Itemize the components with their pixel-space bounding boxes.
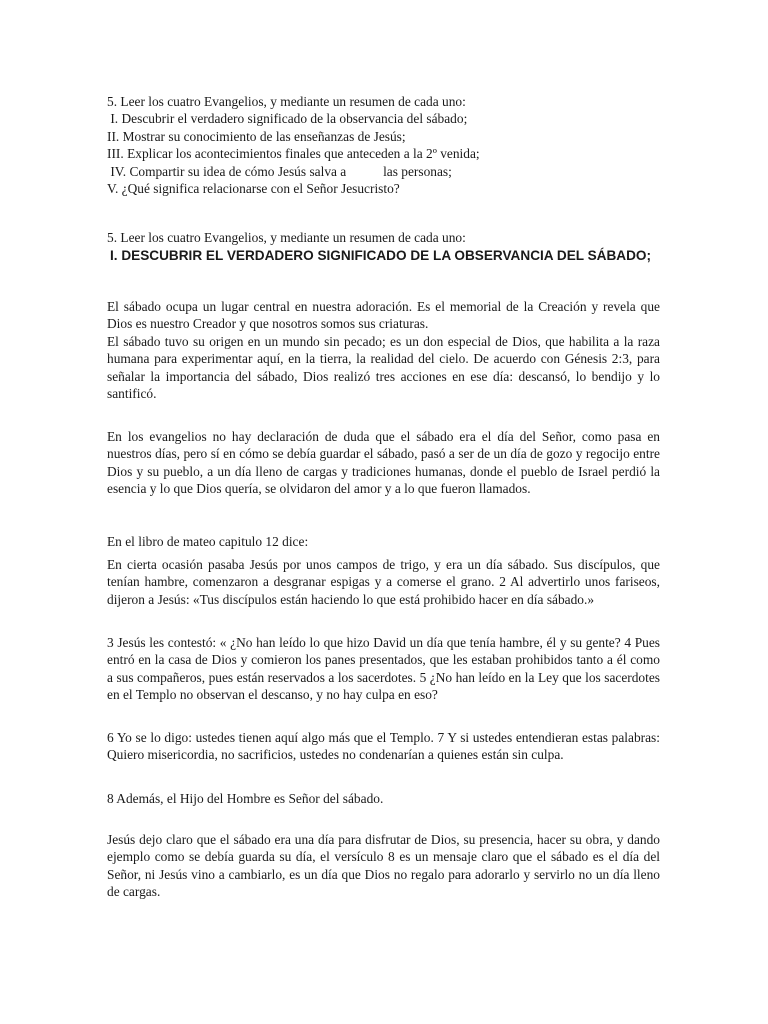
paragraph-5: Jesús dejo claro que el sábado era una día para disfrutar de Dios, su presencia, hacer su obra, y dando ejemplo como se debía guarda su día, el versículo 8 es un mensaje claro que el sábado es el día del Señor, ni Jesús vino a cambiarlo, es un día que Dios no regalo para adorarlo y servirlo no un día lleno de cargas.	[107, 832, 660, 900]
list-item: III. Explicar los acontecimientos finales que anteceden a la 2º venida;	[107, 146, 480, 162]
paragraph-2: El sábado tuvo su origen en un mundo sin pecado; es un don especial de Dios, que habilita a la raza humana para experimentar aquí, en la tierra, la realidad del cielo. De acuerdo con Génesis 2:3, para señalar la importancia del sábado, Dios realizó tres acciones en ese día: descansó, lo bendijo y lo santificó.	[107, 334, 660, 402]
section-intro	[107, 229, 660, 246]
quote-2: 3 Jesús les contestó: « ¿No han leído lo que hizo David un día que tenía hambre, él y su gente? 4 Pues entró en la casa de Dios y comieron los panes presentados, que les estaban prohibidos tanto a él como a sus compañeros, pues están reservados a los sacerdotes. 5 ¿No han leído en la Ley que los sacerdotes en el Templo no observan el descanso, y no hay culpa en eso?	[107, 635, 660, 703]
list-item: II. Mostrar su conocimiento de las enseñanzas de Jesús;	[107, 128, 406, 144]
paragraph-3: En los evangelios no hay declaración de duda que el sábado era el día del Señor, como pasa en nuestros días, pero sí en cómo se debía guardar el sábado, pasó a ser de un día de gozo y regocijo entre Dios y su pueblo, a un día lleno de cargas y tradiciones humanas, donde el pueblo de Israel perdió la esencia y lo que Dios quería, se olvidaron del amor y a lo que fueron llamados.	[107, 429, 660, 497]
paragraph-4: En el libro de mateo capitulo 12 dice:	[107, 534, 309, 549]
quote-1: En cierta ocasión pasaba Jesús por unos campos de trigo, y era un día sábado. Sus discípulos, que tenían hambre, comenzaron a desgranar espigas y a comerse el grano. 2 Al advertirlo unos fariseos, dijeron a Jesús: «Tus discípulos están haciendo lo que está prohibido hacer en día sábado.»	[107, 557, 660, 607]
list-item: V. ¿Qué significa relacionarse con el Señor Jesucristo?	[107, 181, 400, 197]
quote-4: 8 Además, el Hijo del Hombre es Señor del sábado.	[107, 791, 384, 806]
list-item: IV. Compartir su idea de cómo Jesús salva a las personas;	[107, 163, 452, 179]
list-intro: 5. Leer los cuatro Evangelios, y mediante un resumen de cada uno:	[107, 94, 466, 109]
assignment-list	[107, 93, 660, 197]
paragraph-1: El sábado ocupa un lugar central en nuestra adoración. Es el memorial de la Creación y revela que Dios es nuestro Creador y que nosotros somos sus criaturas.	[107, 299, 660, 332]
list-item: I. Descubrir el verdadero significado de la observancia del sábado;	[107, 111, 468, 127]
section-heading: I. DESCUBRIR EL VERDADERO SIGNIFICADO DE LA OBSERVANCIA DEL SÁBADO;	[110, 248, 652, 263]
section-intro-text: 5. Leer los cuatro Evangelios, y mediante un resumen de cada uno:	[107, 230, 466, 245]
quote-3: 6 Yo se lo digo: ustedes tienen aquí algo más que el Templo. 7 Y si ustedes entendieran estas palabras: Quiero misericordia, no sacrificios, ustedes no condenarían a quienes están sin culpa.	[107, 730, 660, 763]
